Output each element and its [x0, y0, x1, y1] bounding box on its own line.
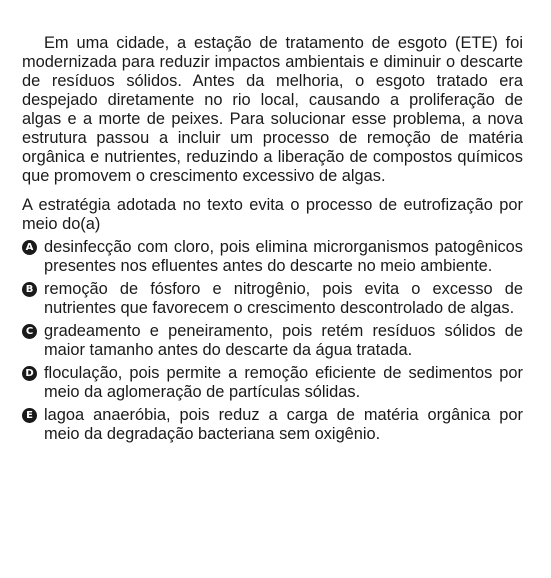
question-prompt: A estratégia adotada no texto evita o processo de eutrofização por meio do(a) — [22, 196, 523, 233]
option-d-text: floculação, pois permite a remoção eficiente de sedimentos por meio da aglomeração de partículas sólidas. — [44, 364, 523, 401]
option-a-text: desinfecção com cloro, pois elimina microrganismos patogênicos presentes nos efluentes antes do descarte no meio ambiente. — [44, 238, 523, 275]
option-c[interactable] — [22, 322, 523, 360]
option-e-badge: E — [22, 408, 37, 423]
question-stem: Em uma cidade, a estação de tratamento de esgoto (ETE) foi modernizada para reduzir impactos ambientais e diminuir o descarte de resíduos sólidos. Antes da melhoria, o esgoto tratado era despejado diretamente no rio local, causando a proliferação de algas e a morte de peixes. Para solucionar esse problema, a nova estrutura passou a incluir um processo de remoção de matéria orgânica e nutrientes, reduzindo a liberação de compostos químicos que promovem o crescimento excessivo de algas. — [22, 34, 523, 185]
option-e[interactable] — [22, 406, 523, 444]
option-a[interactable] — [22, 238, 523, 276]
option-c-badge: C — [22, 324, 37, 339]
answer-options — [22, 238, 523, 444]
option-b-text: remoção de fósforo e nitrogênio, pois evita o excesso de nutrientes que favorecem o crescimento descontrolado de algas. — [44, 280, 523, 317]
option-b-badge: B — [22, 282, 37, 297]
option-c-text: gradeamento e peneiramento, pois retém resíduos sólidos de maior tamanho antes do descarte da água tratada. — [44, 322, 523, 359]
option-e-text: lagoa anaeróbia, pois reduz a carga de matéria orgânica por meio da degradação bacteriana sem oxigênio. — [44, 406, 523, 443]
option-b[interactable] — [22, 280, 523, 318]
option-d[interactable] — [22, 364, 523, 402]
option-d-badge: D — [22, 366, 37, 381]
option-a-badge: A — [22, 240, 37, 255]
